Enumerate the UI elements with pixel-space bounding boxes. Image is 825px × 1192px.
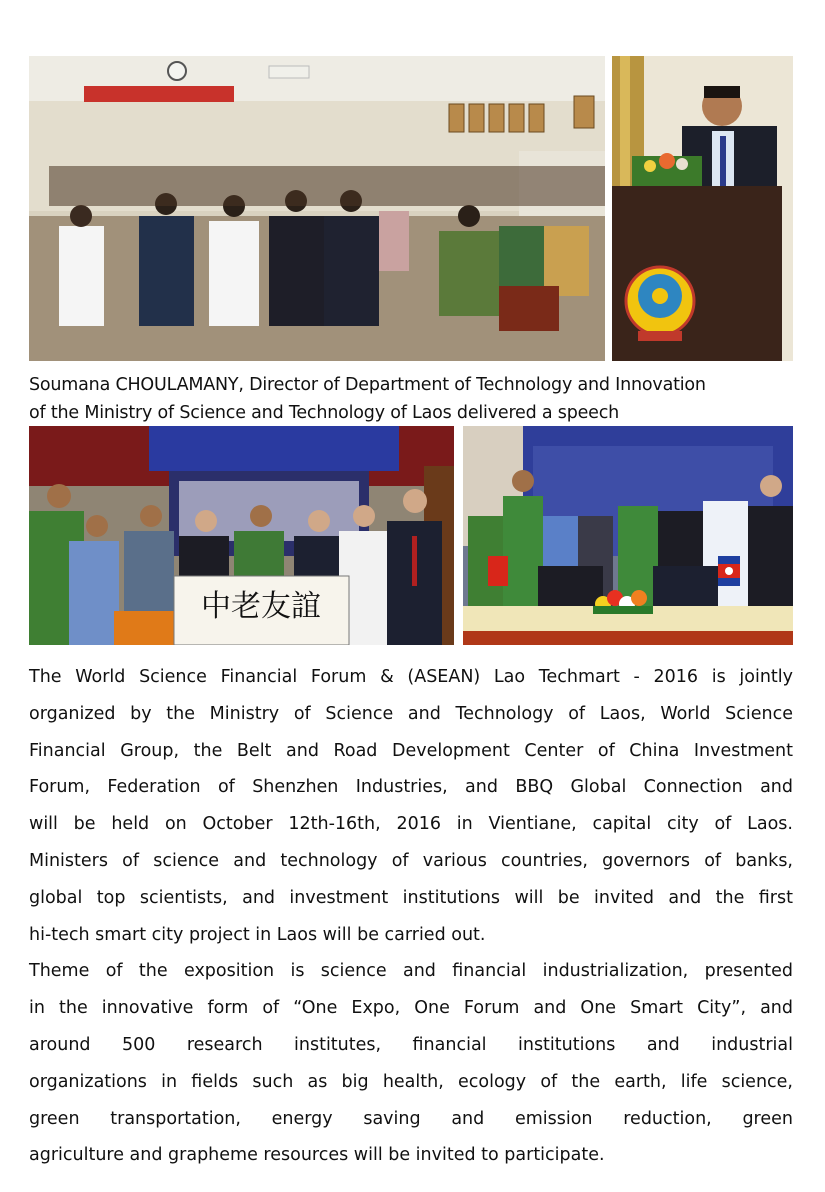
photo-caption <box>29 371 819 427</box>
paragraph-1-line: hi-tech smart city project in Laos will be carried out. <box>29 924 486 945</box>
paragraph-1-line: Forum, Federation of Shenzhen Industries, and BBQ Global Connection and <box>29 777 793 798</box>
audience-photo <box>29 56 605 361</box>
paragraph-2-line: organizations in fields such as big health, ecology of the earth, life science, <box>29 1071 793 1092</box>
paragraph-1-line: organized by the Ministry of Science and Technology of Laos, World Science <box>29 703 793 724</box>
article-body <box>29 659 793 1174</box>
calligraphy-text: 中老友誼 <box>201 589 321 624</box>
paragraph-1-line: The World Science Financial Forum & (ASEAN) Lao Techmart - 2016 is jointly <box>29 667 793 687</box>
paragraph-2-line: green transportation, energy saving and emission reduction, green <box>29 1108 793 1129</box>
paragraph-1-line: Ministers of science and technology of various countries, governors of banks, <box>29 850 793 871</box>
calligraphy-presentation-photo <box>29 426 454 645</box>
paragraph-2-line: Theme of the exposition is science and financial industrialization, presented <box>29 961 793 982</box>
caption-line-1: Soumana CHOULAMANY, Director of Department of Technology and Innovation <box>29 375 706 395</box>
paragraph-2-line: in the innovative form of “One Expo, One Forum and One Smart City”, and <box>29 998 793 1019</box>
paragraph-1-line: global top scientists, and investment institutions will be invited and the first <box>29 887 793 908</box>
speaker-photo <box>612 56 793 361</box>
paragraph-2-line: agriculture and grapheme resources will be invited to participate. <box>29 1145 605 1166</box>
paragraph-2-line: around 500 research institutes, financial institutions and industrial <box>29 1034 793 1055</box>
mou-signing-photo <box>463 426 793 645</box>
paragraph-1-line: will be held on October 12th-16th, 2016 in Vientiane, capital city of Laos. <box>29 814 793 835</box>
paragraph-1-line: Financial Group, the Belt and Road Development Center of China Investment <box>29 740 793 761</box>
caption-line-2: of the Ministry of Science and Technology of Laos delivered a speech <box>29 403 620 423</box>
